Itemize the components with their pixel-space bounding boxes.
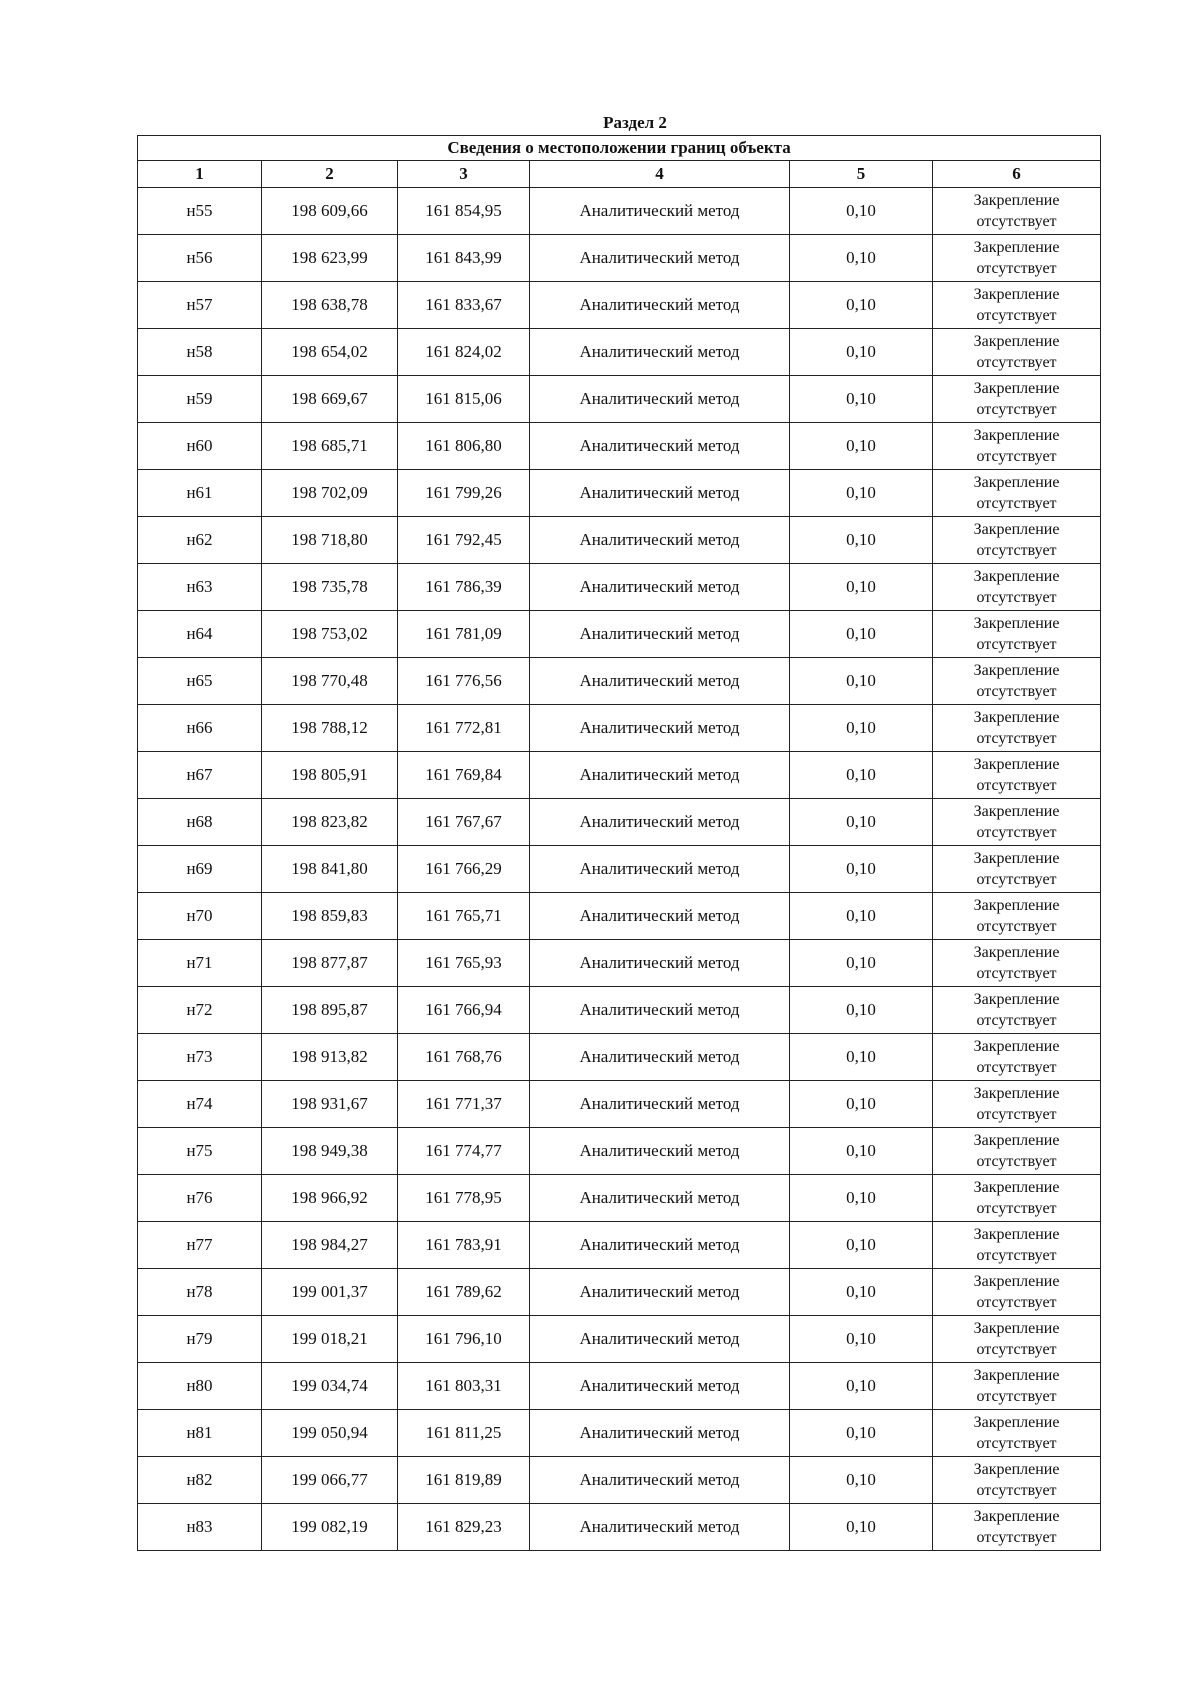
fixation-cell bbox=[933, 517, 1101, 564]
accuracy-cell: 0,10 bbox=[790, 658, 933, 705]
fixation-text-line: отсутствует bbox=[976, 871, 1057, 888]
y-coordinate-cell: 161 819,89 bbox=[398, 1457, 530, 1504]
y-coordinate-cell: 161 789,62 bbox=[398, 1269, 530, 1316]
y-coordinate-cell: 161 854,95 bbox=[398, 188, 530, 235]
fixation-cell bbox=[933, 799, 1101, 846]
table-caption: Сведения о местоположении границ объекта bbox=[138, 136, 1101, 161]
point-name-cell: н78 bbox=[138, 1269, 262, 1316]
method-cell: Аналитический метод bbox=[530, 987, 790, 1034]
y-coordinate-cell: 161 766,29 bbox=[398, 846, 530, 893]
fixation-text-line: отсутствует bbox=[976, 730, 1057, 747]
x-coordinate-cell: 198 702,09 bbox=[262, 470, 398, 517]
x-coordinate-cell: 199 082,19 bbox=[262, 1504, 398, 1551]
table-row bbox=[138, 893, 1101, 940]
accuracy-cell: 0,10 bbox=[790, 1363, 933, 1410]
table-row bbox=[138, 423, 1101, 470]
fixation-cell bbox=[933, 1457, 1101, 1504]
fixation-cell bbox=[933, 1410, 1101, 1457]
y-coordinate-cell: 161 829,23 bbox=[398, 1504, 530, 1551]
section-title: Раздел 2 bbox=[603, 113, 667, 132]
point-name-cell: н60 bbox=[138, 423, 262, 470]
accuracy-cell: 0,10 bbox=[790, 1504, 933, 1551]
method-cell: Аналитический метод bbox=[530, 235, 790, 282]
y-coordinate-cell: 161 806,80 bbox=[398, 423, 530, 470]
fixation-text-line: Закрепление bbox=[973, 192, 1060, 209]
point-name-cell: н75 bbox=[138, 1128, 262, 1175]
x-coordinate-cell: 198 823,82 bbox=[262, 799, 398, 846]
point-name-cell: н59 bbox=[138, 376, 262, 423]
accuracy-cell: 0,10 bbox=[790, 799, 933, 846]
table-row bbox=[138, 470, 1101, 517]
method-cell: Аналитический метод bbox=[530, 1269, 790, 1316]
method-cell: Аналитический метод bbox=[530, 188, 790, 235]
fixation-cell bbox=[933, 235, 1101, 282]
accuracy-cell: 0,10 bbox=[790, 564, 933, 611]
fixation-cell bbox=[933, 470, 1101, 517]
fixation-text-line: Закрепление bbox=[973, 709, 1060, 726]
fixation-text-line: Закрепление bbox=[973, 568, 1060, 585]
method-cell: Аналитический метод bbox=[530, 799, 790, 846]
accuracy-cell: 0,10 bbox=[790, 893, 933, 940]
accuracy-cell: 0,10 bbox=[790, 1128, 933, 1175]
fixation-cell bbox=[933, 987, 1101, 1034]
fixation-text-line: Закрепление bbox=[973, 803, 1060, 820]
method-cell: Аналитический метод bbox=[530, 846, 790, 893]
accuracy-cell: 0,10 bbox=[790, 1316, 933, 1363]
y-coordinate-cell: 161 786,39 bbox=[398, 564, 530, 611]
point-name-cell: н55 bbox=[138, 188, 262, 235]
y-coordinate-cell: 161 792,45 bbox=[398, 517, 530, 564]
method-cell: Аналитический метод bbox=[530, 423, 790, 470]
accuracy-cell: 0,10 bbox=[790, 846, 933, 893]
fixation-text-line: Закрепление bbox=[973, 1226, 1060, 1243]
accuracy-cell: 0,10 bbox=[790, 1222, 933, 1269]
accuracy-cell: 0,10 bbox=[790, 752, 933, 799]
x-coordinate-cell: 198 895,87 bbox=[262, 987, 398, 1034]
x-coordinate-cell: 199 034,74 bbox=[262, 1363, 398, 1410]
point-name-cell: н67 bbox=[138, 752, 262, 799]
table-row bbox=[138, 1504, 1101, 1551]
x-coordinate-cell: 198 770,48 bbox=[262, 658, 398, 705]
point-name-cell: н81 bbox=[138, 1410, 262, 1457]
fixation-text-line: Закрепление bbox=[973, 662, 1060, 679]
y-coordinate-cell: 161 771,37 bbox=[398, 1081, 530, 1128]
y-coordinate-cell: 161 781,09 bbox=[398, 611, 530, 658]
x-coordinate-cell: 198 735,78 bbox=[262, 564, 398, 611]
table-row bbox=[138, 1081, 1101, 1128]
x-coordinate-cell: 198 753,02 bbox=[262, 611, 398, 658]
method-cell: Аналитический метод bbox=[530, 893, 790, 940]
table-row bbox=[138, 1222, 1101, 1269]
method-cell: Аналитический метод bbox=[530, 705, 790, 752]
fixation-cell bbox=[933, 1316, 1101, 1363]
table-row bbox=[138, 940, 1101, 987]
fixation-text-line: Закрепление bbox=[973, 897, 1060, 914]
point-name-cell: н65 bbox=[138, 658, 262, 705]
table-row bbox=[138, 564, 1101, 611]
point-name-cell: н77 bbox=[138, 1222, 262, 1269]
point-name-cell: н76 bbox=[138, 1175, 262, 1222]
fixation-cell bbox=[933, 893, 1101, 940]
fixation-text-line: Закрепление bbox=[973, 615, 1060, 632]
method-cell: Аналитический метод bbox=[530, 1363, 790, 1410]
fixation-text-line: Закрепление bbox=[973, 1508, 1060, 1525]
fixation-text-line: отсутствует bbox=[976, 448, 1057, 465]
x-coordinate-cell: 198 609,66 bbox=[262, 188, 398, 235]
x-coordinate-cell: 198 654,02 bbox=[262, 329, 398, 376]
x-coordinate-cell: 198 913,82 bbox=[262, 1034, 398, 1081]
point-name-cell: н58 bbox=[138, 329, 262, 376]
fixation-text-line: Закрепление bbox=[973, 1367, 1060, 1384]
fixation-text-line: Закрепление bbox=[973, 944, 1060, 961]
fixation-text-line: отсутствует bbox=[976, 1388, 1057, 1405]
x-coordinate-cell: 198 638,78 bbox=[262, 282, 398, 329]
column-number: 2 bbox=[262, 161, 398, 188]
fixation-cell bbox=[933, 423, 1101, 470]
accuracy-cell: 0,10 bbox=[790, 376, 933, 423]
fixation-text-line: отсутствует bbox=[976, 401, 1057, 418]
accuracy-cell: 0,10 bbox=[790, 1410, 933, 1457]
x-coordinate-cell: 198 623,99 bbox=[262, 235, 398, 282]
table-row bbox=[138, 1034, 1101, 1081]
table-row bbox=[138, 235, 1101, 282]
point-name-cell: н66 bbox=[138, 705, 262, 752]
fixation-text-line: отсутствует bbox=[976, 542, 1057, 559]
x-coordinate-cell: 198 669,67 bbox=[262, 376, 398, 423]
point-name-cell: н68 bbox=[138, 799, 262, 846]
point-name-cell: н63 bbox=[138, 564, 262, 611]
y-coordinate-cell: 161 772,81 bbox=[398, 705, 530, 752]
fixation-cell bbox=[933, 846, 1101, 893]
point-name-cell: н79 bbox=[138, 1316, 262, 1363]
x-coordinate-cell: 198 984,27 bbox=[262, 1222, 398, 1269]
method-cell: Аналитический метод bbox=[530, 1081, 790, 1128]
fixation-text-line: Закрепление bbox=[973, 1273, 1060, 1290]
fixation-text-line: отсутствует bbox=[976, 1106, 1057, 1123]
fixation-text-line: отсутствует bbox=[976, 1529, 1057, 1546]
y-coordinate-cell: 161 774,77 bbox=[398, 1128, 530, 1175]
column-number: 3 bbox=[398, 161, 530, 188]
fixation-cell bbox=[933, 658, 1101, 705]
fixation-text-line: Закрепление bbox=[973, 1132, 1060, 1149]
x-coordinate-cell: 198 949,38 bbox=[262, 1128, 398, 1175]
fixation-text-line: отсутствует bbox=[976, 1341, 1057, 1358]
method-cell: Аналитический метод bbox=[530, 658, 790, 705]
fixation-cell bbox=[933, 564, 1101, 611]
accuracy-cell: 0,10 bbox=[790, 611, 933, 658]
fixation-text-line: Закрепление bbox=[973, 1461, 1060, 1478]
table-row bbox=[138, 1269, 1101, 1316]
y-coordinate-cell: 161 767,67 bbox=[398, 799, 530, 846]
x-coordinate-cell: 198 931,67 bbox=[262, 1081, 398, 1128]
accuracy-cell: 0,10 bbox=[790, 423, 933, 470]
point-name-cell: н56 bbox=[138, 235, 262, 282]
fixation-text-line: отсутствует bbox=[976, 260, 1057, 277]
fixation-text-line: отсутствует bbox=[976, 1247, 1057, 1264]
fixation-text-line: отсутствует bbox=[976, 589, 1057, 606]
table-row bbox=[138, 799, 1101, 846]
column-number: 6 bbox=[933, 161, 1101, 188]
accuracy-cell: 0,10 bbox=[790, 329, 933, 376]
accuracy-cell: 0,10 bbox=[790, 1457, 933, 1504]
accuracy-cell: 0,10 bbox=[790, 1175, 933, 1222]
method-cell: Аналитический метод bbox=[530, 376, 790, 423]
method-cell: Аналитический метод bbox=[530, 1175, 790, 1222]
x-coordinate-cell: 198 841,80 bbox=[262, 846, 398, 893]
fixation-text-line: Закрепление bbox=[973, 286, 1060, 303]
table-row bbox=[138, 987, 1101, 1034]
table-row bbox=[138, 1410, 1101, 1457]
fixation-text-line: Закрепление bbox=[973, 1414, 1060, 1431]
method-cell: Аналитический метод bbox=[530, 1457, 790, 1504]
table-row bbox=[138, 376, 1101, 423]
y-coordinate-cell: 161 768,76 bbox=[398, 1034, 530, 1081]
table-row bbox=[138, 188, 1101, 235]
table-row bbox=[138, 1363, 1101, 1410]
fixation-cell bbox=[933, 1034, 1101, 1081]
fixation-text-line: Закрепление bbox=[973, 756, 1060, 773]
point-name-cell: н69 bbox=[138, 846, 262, 893]
column-number: 1 bbox=[138, 161, 262, 188]
y-coordinate-cell: 161 811,25 bbox=[398, 1410, 530, 1457]
method-cell: Аналитический метод bbox=[530, 1034, 790, 1081]
method-cell: Аналитический метод bbox=[530, 564, 790, 611]
fixation-cell bbox=[933, 376, 1101, 423]
point-name-cell: н61 bbox=[138, 470, 262, 517]
fixation-cell bbox=[933, 1504, 1101, 1551]
fixation-text-line: отсутствует bbox=[976, 777, 1057, 794]
y-coordinate-cell: 161 765,71 bbox=[398, 893, 530, 940]
fixation-cell bbox=[933, 940, 1101, 987]
accuracy-cell: 0,10 bbox=[790, 470, 933, 517]
table-row bbox=[138, 611, 1101, 658]
point-name-cell: н82 bbox=[138, 1457, 262, 1504]
point-name-cell: н57 bbox=[138, 282, 262, 329]
point-name-cell: н80 bbox=[138, 1363, 262, 1410]
fixation-text-line: отсутствует bbox=[976, 1012, 1057, 1029]
method-cell: Аналитический метод bbox=[530, 470, 790, 517]
fixation-cell bbox=[933, 611, 1101, 658]
accuracy-cell: 0,10 bbox=[790, 517, 933, 564]
x-coordinate-cell: 199 066,77 bbox=[262, 1457, 398, 1504]
point-name-cell: н72 bbox=[138, 987, 262, 1034]
fixation-text-line: Закрепление bbox=[973, 521, 1060, 538]
accuracy-cell: 0,10 bbox=[790, 1269, 933, 1316]
fixation-text-line: отсутствует bbox=[976, 918, 1057, 935]
method-cell: Аналитический метод bbox=[530, 1128, 790, 1175]
fixation-text-line: Закрепление bbox=[973, 1179, 1060, 1196]
accuracy-cell: 0,10 bbox=[790, 188, 933, 235]
y-coordinate-cell: 161 833,67 bbox=[398, 282, 530, 329]
column-number-row bbox=[138, 161, 1101, 188]
y-coordinate-cell: 161 776,56 bbox=[398, 658, 530, 705]
column-number: 4 bbox=[530, 161, 790, 188]
fixation-text-line: отсутствует bbox=[976, 495, 1057, 512]
fixation-text-line: Закрепление bbox=[973, 474, 1060, 491]
accuracy-cell: 0,10 bbox=[790, 705, 933, 752]
table-row bbox=[138, 1316, 1101, 1363]
fixation-cell bbox=[933, 1081, 1101, 1128]
fixation-text-line: отсутствует bbox=[976, 965, 1057, 982]
method-cell: Аналитический метод bbox=[530, 752, 790, 799]
fixation-cell bbox=[933, 1269, 1101, 1316]
table-row bbox=[138, 1457, 1101, 1504]
method-cell: Аналитический метод bbox=[530, 1410, 790, 1457]
table-row bbox=[138, 1175, 1101, 1222]
x-coordinate-cell: 198 966,92 bbox=[262, 1175, 398, 1222]
point-name-cell: н64 bbox=[138, 611, 262, 658]
x-coordinate-cell: 198 788,12 bbox=[262, 705, 398, 752]
x-coordinate-cell: 199 001,37 bbox=[262, 1269, 398, 1316]
coordinates-table bbox=[137, 135, 1101, 1551]
x-coordinate-cell: 198 718,80 bbox=[262, 517, 398, 564]
method-cell: Аналитический метод bbox=[530, 940, 790, 987]
fixation-text-line: отсутствует bbox=[976, 1294, 1057, 1311]
accuracy-cell: 0,10 bbox=[790, 1081, 933, 1128]
fixation-text-line: Закрепление bbox=[973, 427, 1060, 444]
accuracy-cell: 0,10 bbox=[790, 940, 933, 987]
x-coordinate-cell: 198 877,87 bbox=[262, 940, 398, 987]
method-cell: Аналитический метод bbox=[530, 1222, 790, 1269]
fixation-text-line: Закрепление bbox=[973, 239, 1060, 256]
fixation-text-line: отсутствует bbox=[976, 1200, 1057, 1217]
y-coordinate-cell: 161 799,26 bbox=[398, 470, 530, 517]
fixation-text-line: Закрепление bbox=[973, 1320, 1060, 1337]
column-number: 5 bbox=[790, 161, 933, 188]
y-coordinate-cell: 161 778,95 bbox=[398, 1175, 530, 1222]
accuracy-cell: 0,10 bbox=[790, 987, 933, 1034]
fixation-cell bbox=[933, 752, 1101, 799]
fixation-text-line: отсутствует bbox=[976, 1153, 1057, 1170]
table-row bbox=[138, 752, 1101, 799]
point-name-cell: н73 bbox=[138, 1034, 262, 1081]
fixation-cell bbox=[933, 329, 1101, 376]
point-name-cell: н74 bbox=[138, 1081, 262, 1128]
fixation-text-line: Закрепление bbox=[973, 1085, 1060, 1102]
fixation-text-line: Закрепление bbox=[973, 380, 1060, 397]
method-cell: Аналитический метод bbox=[530, 1504, 790, 1551]
x-coordinate-cell: 198 685,71 bbox=[262, 423, 398, 470]
method-cell: Аналитический метод bbox=[530, 282, 790, 329]
fixation-text-line: отсутствует bbox=[976, 824, 1057, 841]
table-body bbox=[138, 188, 1101, 1551]
fixation-text-line: Закрепление bbox=[973, 333, 1060, 350]
fixation-cell bbox=[933, 1175, 1101, 1222]
fixation-text-line: отсутствует bbox=[976, 1059, 1057, 1076]
fixation-text-line: отсутствует bbox=[976, 213, 1057, 230]
y-coordinate-cell: 161 803,31 bbox=[398, 1363, 530, 1410]
fixation-cell bbox=[933, 1363, 1101, 1410]
table-row bbox=[138, 282, 1101, 329]
table-row bbox=[138, 517, 1101, 564]
accuracy-cell: 0,10 bbox=[790, 282, 933, 329]
table-row bbox=[138, 1128, 1101, 1175]
point-name-cell: н71 bbox=[138, 940, 262, 987]
fixation-cell bbox=[933, 705, 1101, 752]
point-name-cell: н70 bbox=[138, 893, 262, 940]
table-row bbox=[138, 658, 1101, 705]
fixation-cell bbox=[933, 1222, 1101, 1269]
fixation-text-line: Закрепление bbox=[973, 850, 1060, 867]
accuracy-cell: 0,10 bbox=[790, 235, 933, 282]
point-name-cell: н62 bbox=[138, 517, 262, 564]
table-row bbox=[138, 846, 1101, 893]
fixation-text-line: отсутствует bbox=[976, 683, 1057, 700]
table-row bbox=[138, 329, 1101, 376]
y-coordinate-cell: 161 766,94 bbox=[398, 987, 530, 1034]
y-coordinate-cell: 161 815,06 bbox=[398, 376, 530, 423]
x-coordinate-cell: 198 859,83 bbox=[262, 893, 398, 940]
method-cell: Аналитический метод bbox=[530, 611, 790, 658]
fixation-cell bbox=[933, 188, 1101, 235]
method-cell: Аналитический метод bbox=[530, 1316, 790, 1363]
y-coordinate-cell: 161 765,93 bbox=[398, 940, 530, 987]
y-coordinate-cell: 161 769,84 bbox=[398, 752, 530, 799]
point-name-cell: н83 bbox=[138, 1504, 262, 1551]
fixation-text-line: Закрепление bbox=[973, 991, 1060, 1008]
fixation-text-line: отсутствует bbox=[976, 354, 1057, 371]
fixation-cell bbox=[933, 282, 1101, 329]
fixation-cell bbox=[933, 1128, 1101, 1175]
x-coordinate-cell: 198 805,91 bbox=[262, 752, 398, 799]
accuracy-cell: 0,10 bbox=[790, 1034, 933, 1081]
method-cell: Аналитический метод bbox=[530, 329, 790, 376]
x-coordinate-cell: 199 050,94 bbox=[262, 1410, 398, 1457]
y-coordinate-cell: 161 824,02 bbox=[398, 329, 530, 376]
table-row bbox=[138, 705, 1101, 752]
fixation-text-line: отсутствует bbox=[976, 636, 1057, 653]
method-cell: Аналитический метод bbox=[530, 517, 790, 564]
fixation-text-line: отсутствует bbox=[976, 1435, 1057, 1452]
fixation-text-line: отсутствует bbox=[976, 1482, 1057, 1499]
fixation-text-line: отсутствует bbox=[976, 307, 1057, 324]
y-coordinate-cell: 161 796,10 bbox=[398, 1316, 530, 1363]
fixation-text-line: Закрепление bbox=[973, 1038, 1060, 1055]
y-coordinate-cell: 161 783,91 bbox=[398, 1222, 530, 1269]
x-coordinate-cell: 199 018,21 bbox=[262, 1316, 398, 1363]
y-coordinate-cell: 161 843,99 bbox=[398, 235, 530, 282]
